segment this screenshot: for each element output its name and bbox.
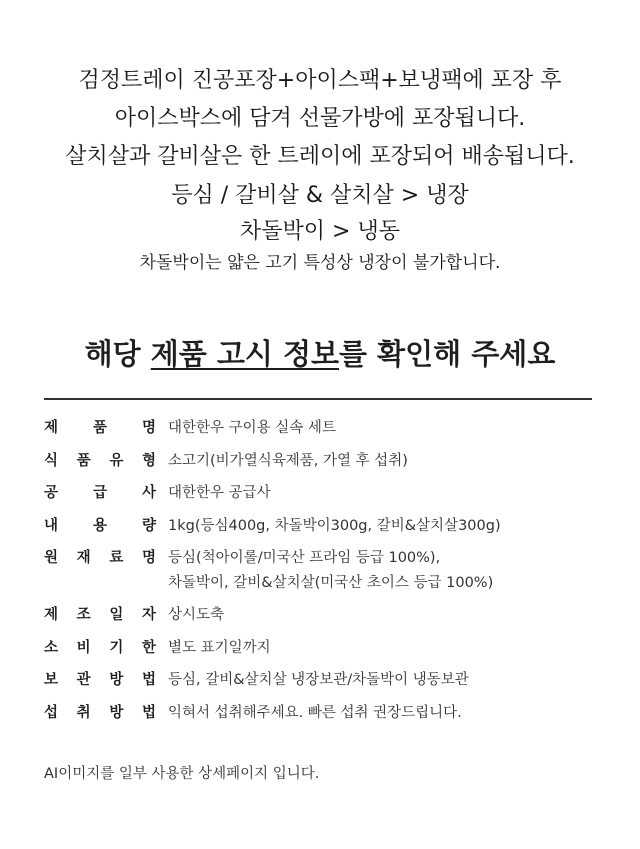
info-value bbox=[168, 514, 501, 539]
info-label-char: 관 bbox=[76, 672, 91, 688]
info-label-char: 방 bbox=[109, 704, 124, 721]
product-info-table bbox=[44, 416, 604, 733]
storage-line-chilled: 등심 / 갈비살 & 살치살 > 냉장 bbox=[171, 183, 469, 208]
storage-line-frozen: 차돌박이 > 냉동 bbox=[240, 219, 400, 244]
info-row bbox=[44, 701, 604, 726]
info-value-line: 별도 표기일까지 bbox=[168, 639, 271, 656]
info-label bbox=[44, 668, 156, 693]
storage-note: 차돌박이는 얇은 고기 특성상 냉장이 불가합니다. bbox=[139, 253, 501, 273]
info-label-char: 자 bbox=[141, 607, 156, 623]
info-label-char: 용 bbox=[92, 517, 107, 534]
info-label-char: 제 bbox=[44, 420, 59, 436]
info-label-char: 제 bbox=[44, 607, 59, 623]
info-label-char: 보 bbox=[44, 672, 59, 688]
footer-note: AI이미지를 일부 사용한 상세페이지 입니다. bbox=[44, 766, 320, 782]
info-label-char: 명 bbox=[141, 420, 156, 436]
info-value-line: 익혀서 섭취해주세요. 빠른 섭취 권장드립니다. bbox=[168, 704, 462, 721]
info-label-char: 재 bbox=[76, 550, 91, 566]
info-value bbox=[168, 546, 493, 595]
info-row bbox=[44, 668, 604, 693]
info-value-line: 1kg(등심400g, 차돌박이300g, 갈비&살치살300g) bbox=[168, 517, 501, 534]
info-label-char: 형 bbox=[141, 452, 156, 469]
info-label-char: 조 bbox=[76, 607, 91, 623]
intro-text bbox=[0, 62, 640, 176]
info-label-char: 식 bbox=[44, 452, 59, 469]
info-label bbox=[44, 603, 156, 628]
info-row bbox=[44, 481, 604, 506]
info-value-line: 차돌박이, 갈비&살치살(미국산 초이스 등급 100%) bbox=[168, 574, 494, 591]
info-label-char: 사 bbox=[141, 485, 156, 501]
info-label-char: 법 bbox=[141, 704, 156, 721]
info-label bbox=[44, 481, 156, 506]
info-label-char: 급 bbox=[92, 485, 107, 501]
heading-underlined: 제품 고시 정보 bbox=[150, 337, 340, 371]
info-label-char: 한 bbox=[141, 639, 156, 656]
intro-line: 아이스박스에 담겨 선물가방에 포장됩니다. bbox=[114, 106, 526, 131]
info-value bbox=[168, 481, 271, 506]
info-label bbox=[44, 546, 156, 571]
heading-divider bbox=[44, 398, 592, 400]
info-label-char: 섭 bbox=[44, 704, 59, 721]
info-value bbox=[168, 416, 336, 441]
info-value bbox=[168, 636, 271, 661]
info-value-line: 소고기(비가열식육제품, 가열 후 섭취) bbox=[168, 452, 408, 469]
info-label-char: 품 bbox=[76, 452, 91, 469]
intro-line: 살치살과 갈비살은 한 트레이에 포장되어 배송됩니다. bbox=[65, 144, 575, 169]
info-row bbox=[44, 546, 604, 595]
info-value-line: 상시도축 bbox=[168, 607, 225, 623]
info-value-line: 대한한우 구이용 실속 세트 bbox=[168, 420, 336, 436]
info-label-char: 취 bbox=[76, 704, 91, 721]
storage-info bbox=[0, 178, 640, 276]
info-value-line: 등심(척아이롤/미국산 프라임 등급 100%), bbox=[168, 550, 441, 566]
heading-prefix: 해당 bbox=[84, 337, 151, 371]
info-value bbox=[168, 668, 469, 693]
info-label-char: 명 bbox=[141, 550, 156, 566]
info-label bbox=[44, 449, 156, 474]
info-label-char: 유 bbox=[109, 452, 124, 469]
info-label-char: 내 bbox=[44, 517, 59, 534]
info-label-char: 료 bbox=[109, 550, 124, 566]
info-value-line: 등심, 갈비&살치살 냉장보관/차돌박이 냉동보관 bbox=[168, 672, 469, 688]
info-label-char: 비 bbox=[76, 639, 91, 656]
info-label-char: 공 bbox=[44, 485, 59, 501]
info-value bbox=[168, 701, 462, 726]
info-label-char: 소 bbox=[44, 639, 59, 656]
info-label-char: 방 bbox=[109, 672, 124, 688]
info-label bbox=[44, 701, 156, 726]
info-value bbox=[168, 449, 408, 474]
info-row bbox=[44, 416, 604, 441]
info-label-char: 원 bbox=[44, 550, 59, 566]
info-row bbox=[44, 449, 604, 474]
info-value-line: 대한한우 공급사 bbox=[168, 485, 271, 501]
info-label bbox=[44, 636, 156, 661]
info-label bbox=[44, 416, 156, 441]
info-row bbox=[44, 514, 604, 539]
info-row bbox=[44, 636, 604, 661]
info-label-char: 량 bbox=[141, 517, 156, 534]
info-label-char: 품 bbox=[92, 420, 107, 436]
info-label-char: 기 bbox=[109, 639, 124, 656]
info-label-char: 법 bbox=[141, 672, 156, 688]
info-value bbox=[168, 603, 224, 628]
intro-line: 검정트레이 진공포장+아이스팩+보냉팩에 포장 후 bbox=[78, 68, 562, 93]
section-heading bbox=[0, 332, 640, 373]
info-label-char: 일 bbox=[109, 607, 124, 623]
info-row bbox=[44, 603, 604, 628]
heading-suffix: 를 확인해 주세요 bbox=[339, 337, 556, 371]
info-label bbox=[44, 514, 156, 539]
